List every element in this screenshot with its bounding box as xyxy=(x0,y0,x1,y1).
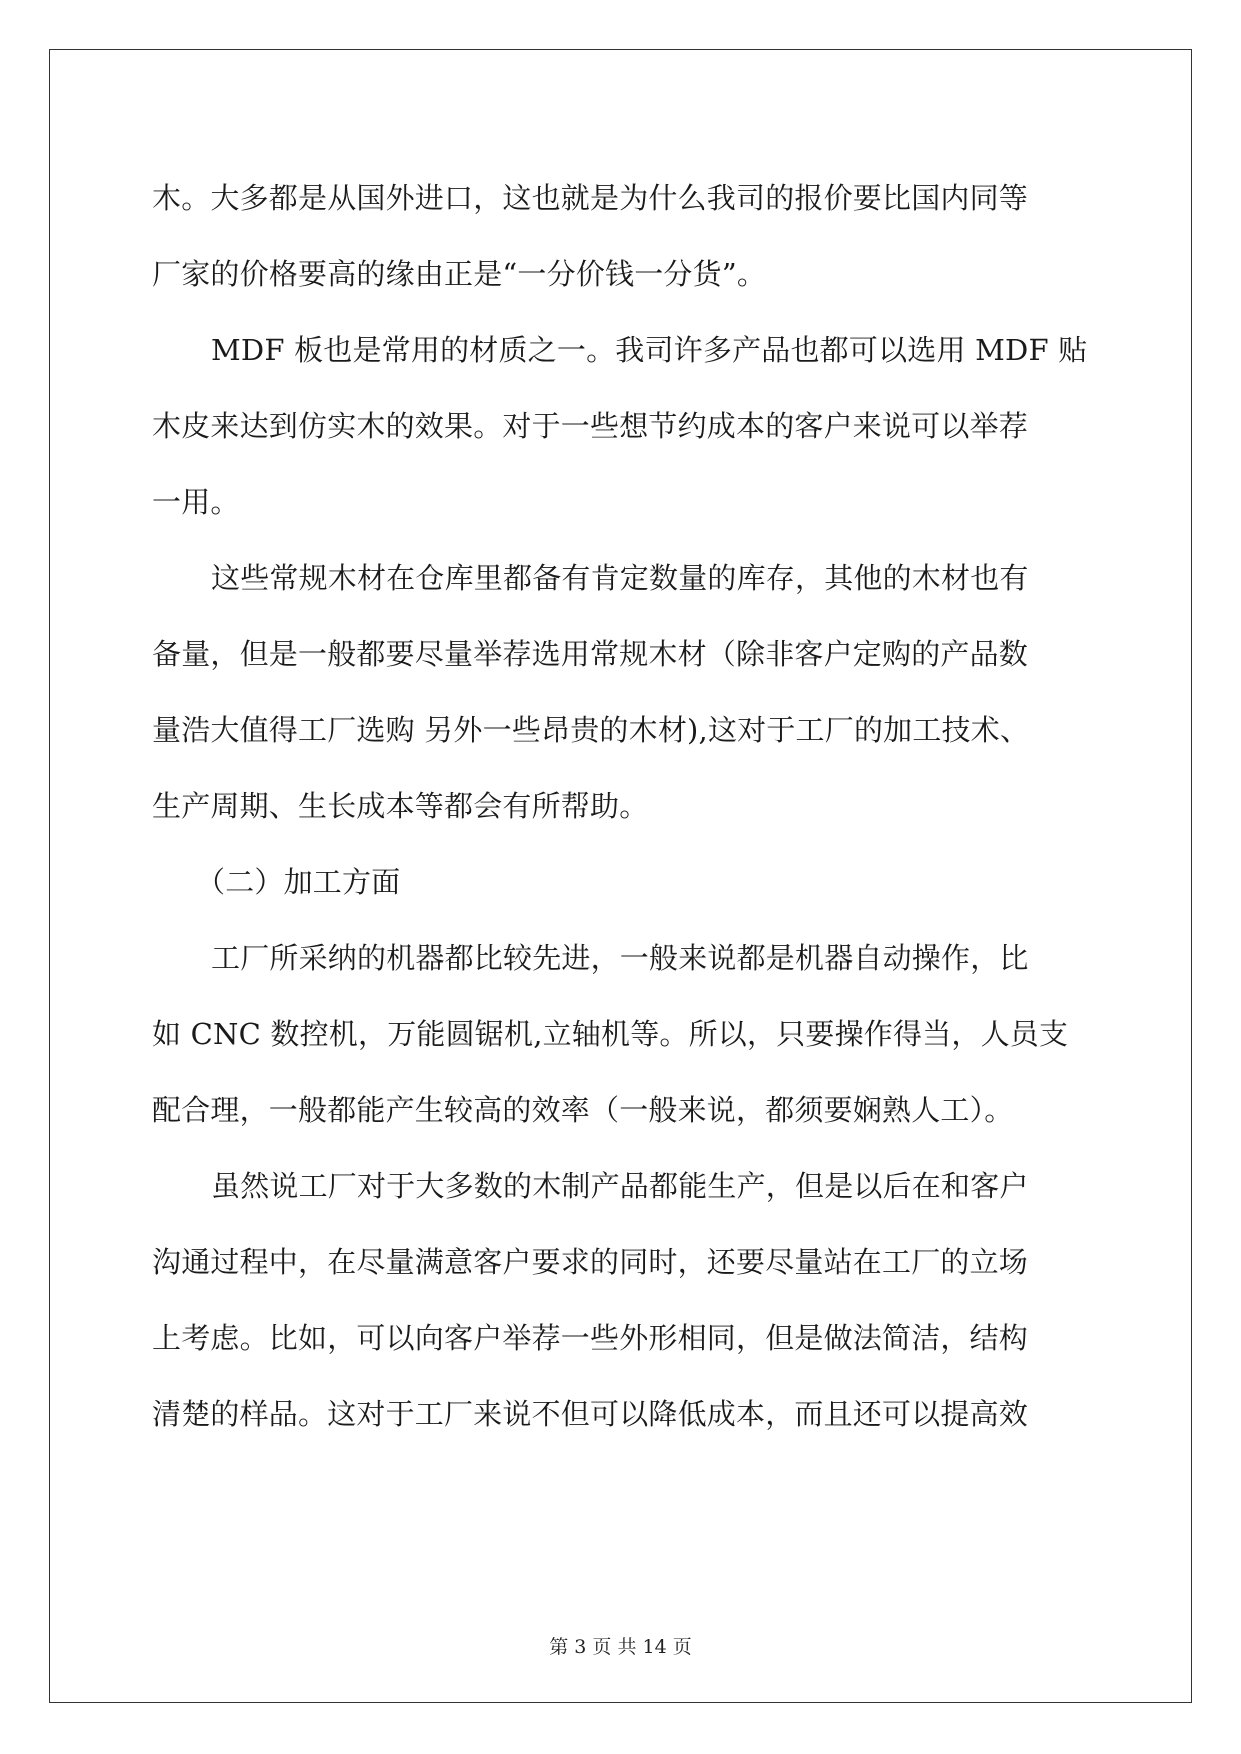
text-line: 虽然说工厂对于大多数的木制产品都能生产，但是以后在和客户 xyxy=(211,1169,1029,1203)
text-line: 一用。 xyxy=(152,485,240,519)
text-line: 木皮来达到仿实木的效果。对于一些想节约成本的客户来说可以举荐 xyxy=(152,409,1029,443)
text-line: 备量，但是一般都要尽量举荐选用常规木材（除非客户定购的产品数 xyxy=(152,637,1029,671)
text-line: MDF 板也是常用的材质之一。我司许多产品也都可以选用 MDF 贴 xyxy=(211,333,1088,367)
text-line: 配合理，一般都能产生较高的效率（一般来说，都须要娴熟人工）。 xyxy=(152,1093,1014,1127)
text-line: 沟通过程中，在尽量满意客户要求的同时，还要尽量站在工厂的立场 xyxy=(152,1245,1029,1279)
text-line: 量浩大值得工厂选购 另外一些昂贵的木材),这对于工厂的加工技术、 xyxy=(152,713,1030,747)
section-heading: （二）加工方面 xyxy=(196,865,401,899)
text-line: 这些常规木材在仓库里都备有肯定数量的库存，其他的木材也有 xyxy=(211,561,1029,595)
document-body xyxy=(152,160,1092,1452)
text-line: 厂家的价格要高的缘由正是“一分价钱一分货”。 xyxy=(152,257,767,291)
text-line: 上考虑。比如，可以向客户举荐一些外形相同，但是做法简洁，结构 xyxy=(152,1321,1029,1355)
text-line: 如 CNC 数控机，万能圆锯机,立轴机等。所以，只要操作得当，人员支 xyxy=(152,1017,1069,1051)
page-footer: 第 3 页 共 14 页 xyxy=(549,1636,692,1658)
text-line: 清楚的样品。这对于工厂来说不但可以降低成本，而且还可以提高效 xyxy=(152,1397,1029,1431)
text-line: 工厂所采纳的机器都比较先进，一般来说都是机器自动操作，比 xyxy=(211,941,1029,975)
text-line: 生产周期、生长成本等都会有所帮助。 xyxy=(152,789,649,823)
text-line: 木。大多都是从国外进口，这也就是为什么我司的报价要比国内同等 xyxy=(152,181,1029,215)
